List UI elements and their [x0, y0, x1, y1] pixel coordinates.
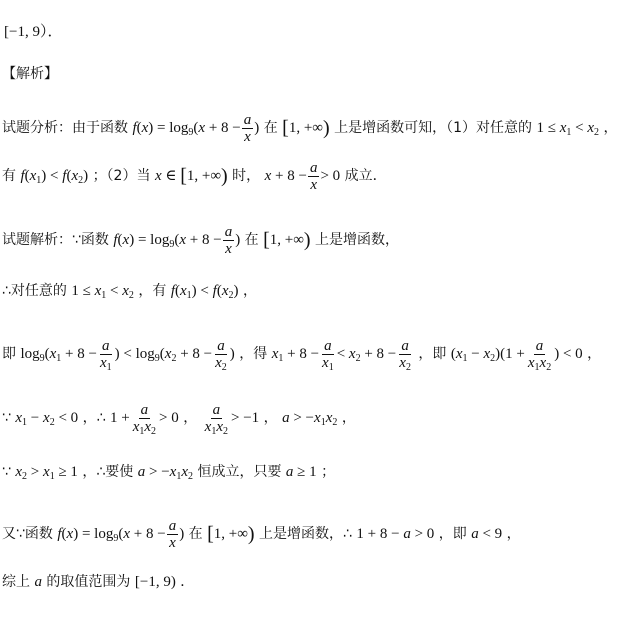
formula-f-def: $f(x) = \log_9(x + 8$ − $\frac{a}{x}$ )	[132, 112, 260, 145]
analysis-line-2: 有 $f(x_1) < f(x_2)$ ；（2）当 x ∈ [1, +∞) 时， x + 8 − $\frac{a}{x}$ > 0 成立．	[2, 160, 387, 193]
solution-line-5: ∵ $x_2 > x_1 \ge 1$ ，∴要使 $a > -x_1x_2$ 恒成立，只要 a ≥ 1 ；	[2, 464, 336, 482]
top-answer: [−1, 9）．	[4, 24, 63, 40]
section-label: 【解析】	[2, 66, 58, 82]
interval-1-inf: [1, +∞)	[282, 116, 330, 139]
solution-line-6: 又∵函数 $f(x) = \log_9(x + 8$ − $\frac{a}{x}$ ) 在 [1, +∞) 上是增函数，∴ 1 + 8 − a > 0 ，即 a < 9 ，	[2, 518, 521, 551]
solution-line-3: 即 $\log_9(x_1 + 8$ − $\frac{a}{x_1}$ ) < $\log_9(x_2 + 8$ − $\frac{a}{x_2}$ ) ，得 $x_1 + 8$ − $\frac{a}{x_1}$ < $x_2 + 8$ − $\frac{a}{x_2}$ ，即 $(x_1 - x_2)(1$ + $\frac{a}{x_1x_2}$ ) < 0 ，	[2, 338, 602, 373]
analysis-label: 试题分析：	[2, 119, 72, 136]
solution-label: 试题解析：	[2, 231, 72, 248]
solution-line-1: 试题解析：∵函数 $f(x) = \log_9(x + 8$ − $\frac{a}{x}$ ) 在 [1, +∞) 上是增函数，	[2, 224, 400, 257]
solution-line-2: ∴对任意的 $1 \le x_1 < x_2$ ，有 $f(x_1) < f(x_2)$ ，	[2, 283, 257, 301]
analysis-line-1: 试题分析：由于函数 $f(x) = \log_9(x + 8$ − $\frac{a}{x}$ ) 在 [1, +∞) 上是增函数可知，（1）对任意的 $1 \le x_1 < x_2$ ，	[2, 112, 618, 145]
solution-line-4: ∵ $x_1 - x_2 < 0$ ，∴ 1 + $\frac{a}{x_1x_2}$ > 0 ， $\frac{a}{x_1x_2}$ > −1 ， $a > -x_1x_2$ ，	[2, 402, 356, 437]
solution-conclusion: 综上 a 的取值范围为 [−1, 9) ．	[2, 574, 195, 590]
